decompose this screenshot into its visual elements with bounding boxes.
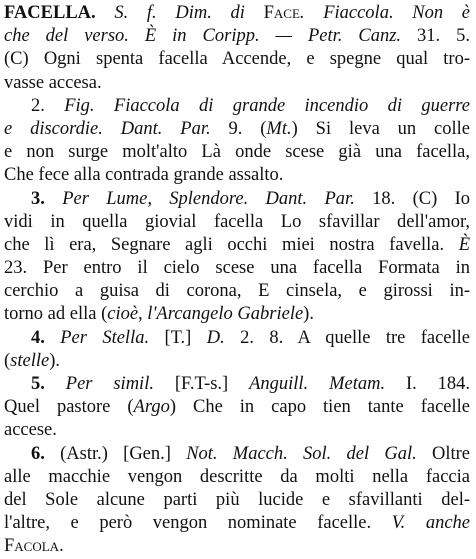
text-run: Per simil. xyxy=(65,374,175,394)
text-run: Fig. Fiaccola di grande incendio di guerre xyxy=(64,95,470,116)
text-run: del Sole alcune parti più lucide e sfavillanti del- xyxy=(4,489,470,510)
text-run: 2. xyxy=(31,95,65,116)
entry-line xyxy=(4,48,470,71)
text-run: 5. xyxy=(31,374,66,394)
text-run: 31. 5. xyxy=(417,26,470,47)
text-run: Che fece alla contrada grande assalto. xyxy=(4,165,284,186)
text-run: Facola xyxy=(4,536,60,557)
text-run: 3. xyxy=(31,188,63,209)
text-run: D. xyxy=(206,327,241,348)
entry-line xyxy=(4,327,470,350)
entry-line xyxy=(4,419,470,442)
text-run: . Fiaccola. Non è xyxy=(299,3,470,23)
text-run: . xyxy=(59,536,64,557)
entry-line xyxy=(4,188,470,211)
text-run: ( xyxy=(4,350,11,371)
text-run: (C) Ogni spenta facella Accende, e spegne qual tro- xyxy=(4,49,470,70)
text-run: (Astr.) [Gen.] xyxy=(60,443,187,464)
entry-line xyxy=(4,164,470,187)
entry-line xyxy=(4,489,470,512)
text-run: Per Lume, Splendore. Dant. Par. xyxy=(62,188,373,209)
entry-line xyxy=(4,512,470,535)
text-run: vidi in quella giovial facella Lo sfavillar dell'amor, xyxy=(4,211,470,232)
entry-line xyxy=(4,257,470,280)
entry-line xyxy=(4,396,470,419)
text-run: Oltre xyxy=(431,443,470,464)
text-run: 4. xyxy=(31,327,61,348)
text-run: [T.] xyxy=(164,327,207,348)
text-run: Face xyxy=(263,3,300,23)
text-run: ). xyxy=(49,350,61,371)
text-run: cioè, l'Arcangelo Gabriele xyxy=(107,304,304,325)
text-run: ). xyxy=(303,304,314,325)
text-run: S. f. Dim. di xyxy=(95,3,264,23)
text-run: accese. xyxy=(4,420,57,441)
entry-line xyxy=(4,211,470,234)
text-run: che del verso. È in Coripp. — Petr. Canz. xyxy=(4,26,418,47)
text-run: che lì era, Segnare agli occhi miei nostra favella. xyxy=(4,234,459,255)
text-run: I. 184. xyxy=(405,374,471,394)
entry-line xyxy=(4,535,470,558)
entry-line xyxy=(4,303,470,326)
entry-line xyxy=(4,234,470,257)
text-run: e non surge molt'alto Là onde scese già una facella, xyxy=(4,142,470,163)
text-run: Not. Macch. Sol. del Gal. xyxy=(186,443,432,464)
text-run: Anguill. Metam. xyxy=(249,374,406,394)
text-run: e discordie. Dant. Par. xyxy=(4,118,229,139)
text-run: Per Stella. xyxy=(60,327,165,348)
entry-line xyxy=(4,118,470,141)
text-run: ) Che in capo tien tante facelle xyxy=(169,397,470,418)
text-run: stelle xyxy=(10,350,50,371)
text-run: 6. xyxy=(31,443,61,464)
text-run: ) Si leva un colle xyxy=(291,118,470,139)
text-run: torno ad ella ( xyxy=(4,304,108,325)
entry-line xyxy=(4,443,470,466)
text-run: Mt. xyxy=(266,118,292,139)
text-run: alle macchie vengon descritte da molti nella faccia xyxy=(4,466,470,487)
entry-line xyxy=(4,25,470,48)
entry-line xyxy=(4,373,470,396)
entry-line xyxy=(4,350,470,373)
text-run: V. anche xyxy=(391,513,470,534)
entry-line xyxy=(4,72,470,95)
text-run: 18. (C) Io xyxy=(372,188,470,209)
entry-line xyxy=(4,2,470,25)
text-run: 2. 8. A quelle tre facelle xyxy=(240,327,470,348)
entry-line xyxy=(4,280,470,303)
text-run: vasse accesa. xyxy=(4,72,102,93)
text-run: Argo xyxy=(133,397,170,418)
entry-line xyxy=(4,466,470,489)
text-run: [F.T-s.] xyxy=(174,374,250,394)
text-run: FACELLA. xyxy=(4,3,96,23)
text-run: cerchio a guisa di corona, E cinsela, e girossi in- xyxy=(4,281,470,302)
text-run: 23. Per entro il cielo scese una facella Formata in xyxy=(4,258,470,279)
entry-line xyxy=(4,95,470,118)
text-run: Quel pastore ( xyxy=(4,397,134,418)
text-run: l'altre, e però vengon nominate facelle. xyxy=(4,513,392,534)
text-run: 9. ( xyxy=(228,118,267,139)
text-run: È xyxy=(458,234,470,255)
entry-line xyxy=(4,141,470,164)
